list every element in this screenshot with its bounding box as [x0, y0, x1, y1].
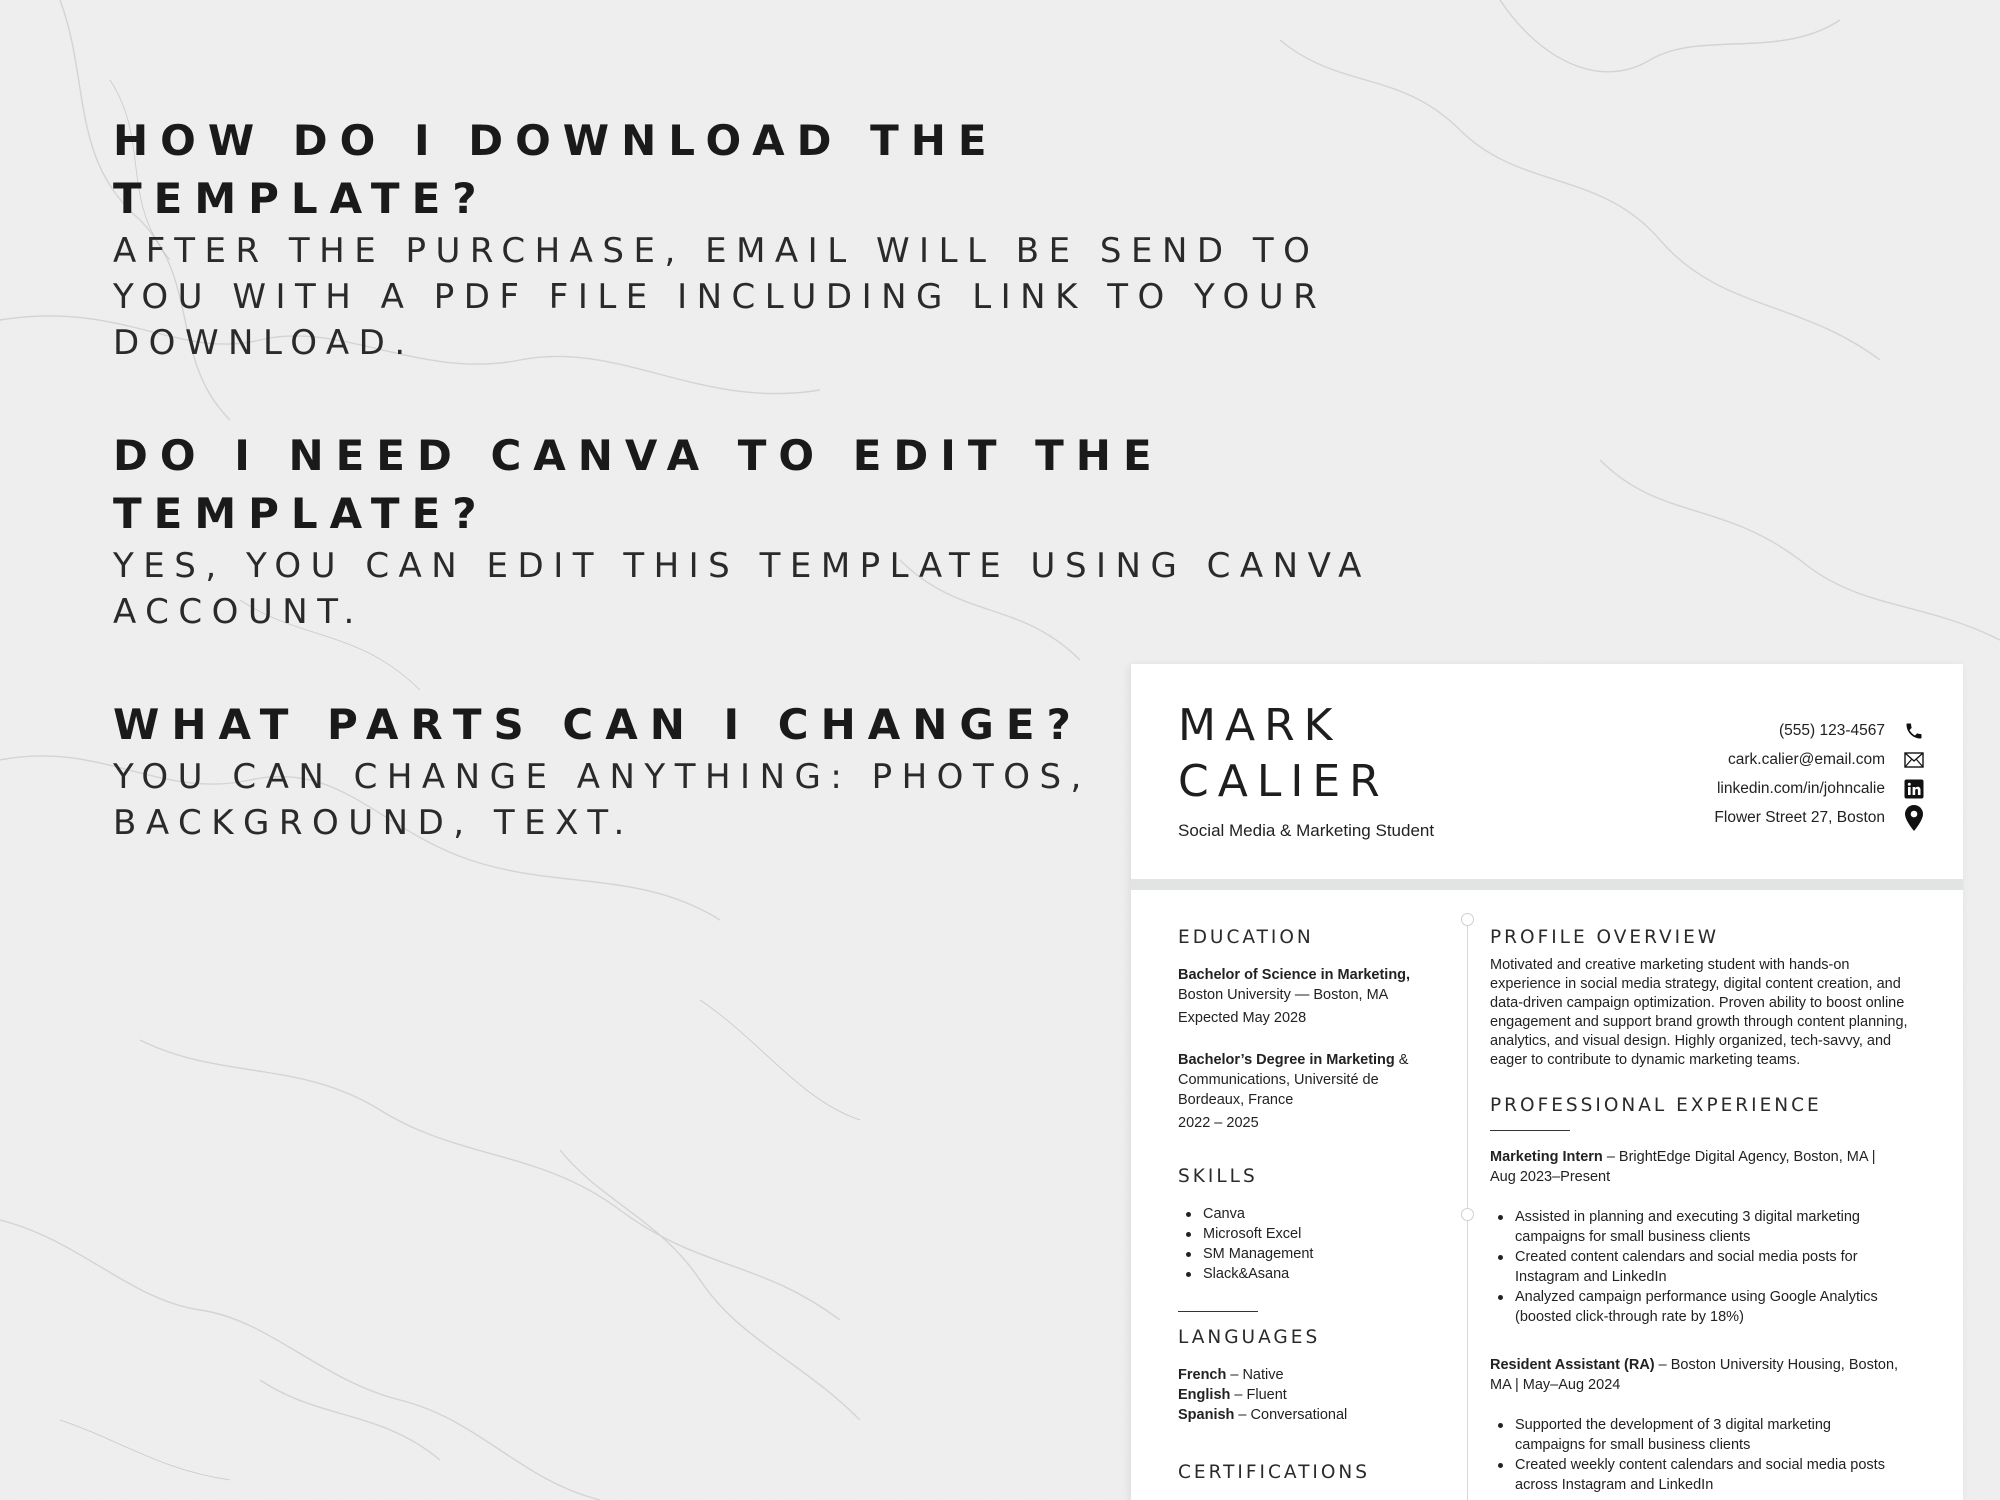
job-heading	[1490, 1355, 1930, 1375]
resume-preview	[1131, 664, 1963, 1500]
contact-email	[1505, 745, 1925, 774]
language-item	[1178, 1385, 1448, 1405]
faq-answer	[113, 228, 1433, 366]
timeline-dot	[1461, 913, 1474, 926]
job-role: Marketing Intern	[1490, 1149, 1603, 1165]
faq-question-line: WHAT PARTS CAN I CHANGE?	[113, 700, 1083, 749]
faq-answer	[113, 543, 1433, 635]
faq-answer-line: ACCOUNT.	[113, 592, 364, 632]
bullet-line: campaigns for small business clients	[1515, 1229, 1751, 1245]
education-school: Boston University — Boston, MA	[1178, 987, 1389, 1003]
education-date: Expected May 2028	[1178, 1010, 1307, 1026]
language-level: – Conversational	[1234, 1407, 1348, 1423]
linkedin-icon	[1903, 778, 1925, 800]
job-dates: Aug 2023–Present	[1490, 1169, 1611, 1185]
bullet-line: Created content calendars and social media posts for	[1515, 1249, 1858, 1265]
faq-question-line: DO I NEED CANVA TO EDIT THE	[113, 431, 1164, 480]
skill-item: SM Management	[1178, 1244, 1448, 1264]
degree-name: Bachelor’s Degree in Marketing	[1178, 1052, 1395, 1068]
faq-answer-line: AFTER THE PURCHASE, EMAIL WILL BE SEND TO	[113, 231, 1320, 271]
education-school-location: Bordeaux, France	[1178, 1092, 1294, 1108]
bullet-line: Analyzed campaign performance using Google Analytics	[1515, 1289, 1878, 1305]
bullet-line: campaigns for small business clients	[1515, 1437, 1751, 1453]
job-role: Resident Assistant (RA)	[1490, 1357, 1655, 1373]
job-bullet	[1490, 1455, 1930, 1495]
faq-question-line: HOW DO I DOWNLOAD THE	[113, 116, 999, 165]
profile-line: analytics, and visual design. Highly organized, tech-savvy, and	[1490, 1033, 1892, 1049]
faq-download	[113, 112, 1433, 366]
header-divider-band	[1131, 879, 1963, 890]
education-school: Communications, Université de	[1178, 1072, 1379, 1088]
profile-line: Motivated and creative marketing student with hands-on	[1490, 957, 1850, 973]
education-date: 2022 – 2025	[1178, 1115, 1259, 1131]
degree-rest: &	[1394, 1052, 1409, 1068]
resume-right-column	[1490, 926, 1930, 1495]
faq-question-line: TEMPLATE?	[113, 174, 489, 223]
bullet-line: Created weekly content calendars and social media posts	[1515, 1457, 1885, 1473]
job-entry	[1490, 1355, 1930, 1495]
bullet-line: Instagram and LinkedIn	[1515, 1269, 1667, 1285]
bullet-line: across Instagram and LinkedIn	[1515, 1477, 1714, 1493]
profile-text	[1490, 956, 1930, 1070]
contact-text: cark.calier@email.com	[1728, 750, 1885, 768]
email-icon	[1903, 749, 1925, 771]
skills-title: SKILLS	[1178, 1166, 1258, 1187]
skill-item: Microsoft Excel	[1178, 1224, 1448, 1244]
faq-need-canva	[113, 427, 1433, 635]
resume-name	[1178, 698, 1389, 810]
resume-left-column	[1178, 926, 1448, 1485]
bullet-line: Assisted in planning and executing 3 digital marketing	[1515, 1209, 1860, 1225]
contact-list	[1505, 716, 1925, 832]
faq-question	[113, 112, 1433, 228]
certifications-title: CERTIFICATIONS	[1178, 1462, 1371, 1483]
education-degree	[1178, 1050, 1448, 1070]
timeline-dot	[1461, 1208, 1474, 1221]
language-item	[1178, 1365, 1448, 1385]
experience-title: PROFESSIONAL EXPERIENCE	[1490, 1095, 1822, 1116]
faq-answer-line: YOU CAN CHANGE ANYTHING: PHOTOS,	[113, 757, 1091, 797]
languages-title: LANGUAGES	[1178, 1327, 1321, 1348]
degree-name: Bachelor of Science in Marketing,	[1178, 967, 1411, 983]
education-entry	[1178, 965, 1448, 1028]
skill-item: Slack&Asana	[1178, 1264, 1448, 1284]
education-entry	[1178, 1050, 1448, 1133]
location-pin-icon	[1903, 807, 1925, 829]
profile-title: PROFILE OVERVIEW	[1490, 927, 1720, 948]
resume-subtitle: Social Media & Marketing Student	[1178, 821, 1435, 840]
contact-linkedin	[1505, 774, 1925, 803]
job-bullet	[1490, 1247, 1930, 1287]
language-level: – Native	[1226, 1367, 1284, 1383]
job-bullet	[1490, 1287, 1930, 1327]
contact-text: (555) 123-4567	[1779, 721, 1885, 739]
profile-line: experience in social media strategy, digital content creation, and	[1490, 976, 1901, 992]
faq-answer-line: YES, YOU CAN EDIT THIS TEMPLATE USING CANVA	[113, 546, 1371, 586]
contact-text: Flower Street 27, Boston	[1714, 808, 1885, 826]
job-heading	[1490, 1147, 1930, 1167]
education-title: EDUCATION	[1178, 927, 1314, 948]
language-name: English	[1178, 1387, 1231, 1403]
faq-answer-line: YOU WITH A PDF FILE INCLUDING LINK TO YOUR	[113, 277, 1327, 317]
faq-question-line: TEMPLATE?	[113, 489, 489, 538]
education-degree	[1178, 965, 1448, 985]
job-org: – Boston University Housing, Boston,	[1654, 1357, 1899, 1373]
job-org: – BrightEdge Digital Agency, Boston, MA |	[1602, 1149, 1876, 1165]
language-name: French	[1178, 1367, 1227, 1383]
profile-line: data-driven campaign optimization. Proven ability to boost online	[1490, 995, 1905, 1011]
faq-answer-line: DOWNLOAD.	[113, 323, 415, 363]
language-item	[1178, 1405, 1448, 1425]
phone-icon	[1903, 720, 1925, 742]
contact-text: linkedin.com/in/johncalie	[1716, 779, 1885, 797]
job-bullet	[1490, 1415, 1930, 1455]
resume-last-name: CALIER	[1178, 756, 1389, 807]
job-entry	[1490, 1147, 1930, 1327]
contact-phone	[1505, 716, 1925, 745]
job-dates: MA | May–Aug 2024	[1490, 1377, 1621, 1393]
language-name: Spanish	[1178, 1407, 1235, 1423]
bullet-line: (boosted click-through rate by 18%)	[1515, 1309, 1744, 1325]
job-bullets	[1490, 1415, 1930, 1495]
resume-first-name: MARK	[1178, 700, 1342, 751]
job-bullet	[1490, 1207, 1930, 1247]
faq-question	[113, 427, 1433, 543]
job-bullets	[1490, 1207, 1930, 1327]
contact-address	[1505, 803, 1925, 832]
skill-item: Canva	[1178, 1204, 1448, 1224]
resume-header	[1131, 664, 1963, 879]
skills-list	[1178, 1204, 1448, 1284]
language-level: – Fluent	[1230, 1387, 1287, 1403]
faq-answer-line: BACKGROUND, TEXT.	[113, 803, 634, 843]
profile-line: eager to contribute to dynamic marketing teams.	[1490, 1052, 1801, 1068]
profile-line: engagement and support brand growth through content planning,	[1490, 1014, 1908, 1030]
bullet-line: Supported the development of 3 digital marketing	[1515, 1417, 1831, 1433]
